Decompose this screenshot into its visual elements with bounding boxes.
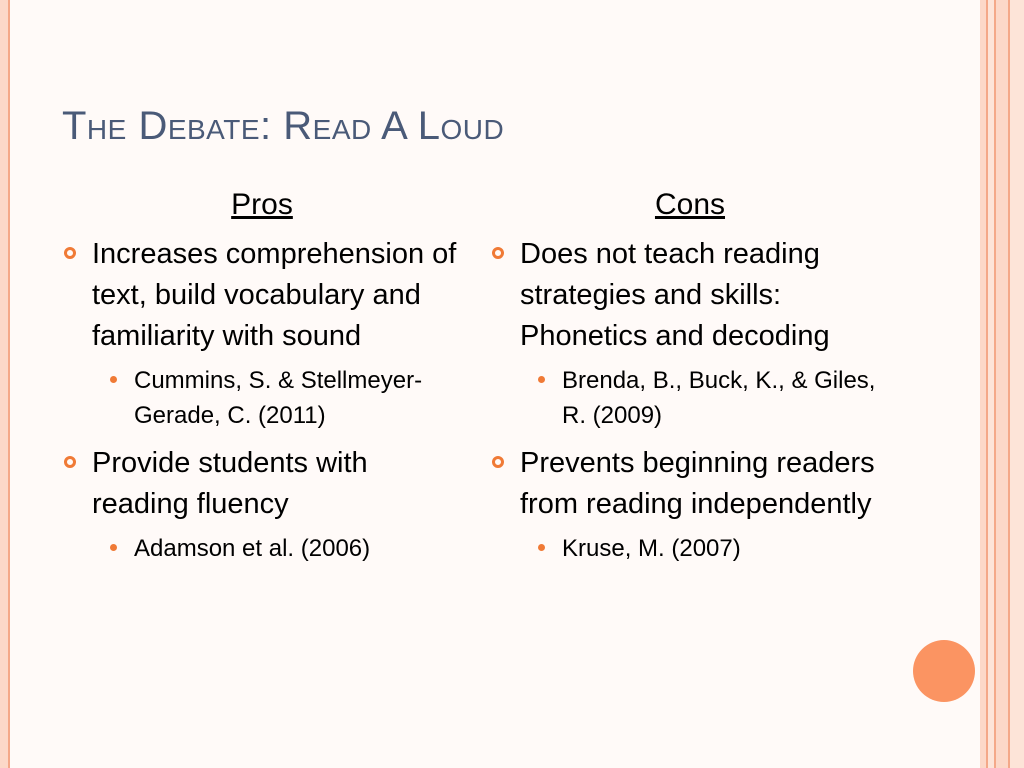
bullet-text: Prevents beginning readers from reading independently — [520, 447, 875, 520]
reference-text: Kruse, M. (2007) — [562, 535, 741, 562]
ring-bullet-icon — [64, 456, 76, 468]
cons-bullet — [490, 443, 890, 525]
reference-text: Adamson et al. (2006) — [134, 535, 371, 562]
cons-heading: Cons — [654, 188, 726, 221]
pros-heading: Pros — [231, 188, 293, 221]
pros-bullet — [62, 443, 462, 525]
pros-reference — [62, 531, 462, 566]
decorative-circle — [913, 640, 975, 702]
ring-bullet-icon — [64, 247, 76, 259]
pros-reference — [62, 363, 462, 433]
bullet-text: Does not teach reading strategies and skills: Phonetics and decoding — [520, 238, 830, 352]
reference-text: Cummins, S. & Stellmeyer-Gerade, C. (2011) — [134, 367, 423, 429]
dot-bullet-icon — [538, 376, 545, 383]
slide-title: The Debate: Read A Loud — [62, 104, 505, 148]
pros-column — [62, 188, 462, 576]
pros-bullet — [62, 234, 462, 357]
cons-bullet — [490, 234, 890, 357]
cons-column — [490, 188, 890, 576]
bullet-text: Increases comprehension of text, build vocabulary and familiarity with sound — [92, 238, 457, 352]
left-frame-band — [0, 0, 8, 768]
dot-bullet-icon — [110, 544, 117, 551]
bullet-text: Provide students with reading fluency — [92, 447, 368, 520]
right-frame-stripes — [980, 0, 1024, 768]
cons-reference — [490, 363, 890, 433]
reference-text: Brenda, B., Buck, K., & Giles, R. (2009) — [562, 367, 876, 429]
cons-reference — [490, 531, 890, 566]
ring-bullet-icon — [492, 456, 504, 468]
ring-bullet-icon — [492, 247, 504, 259]
dot-bullet-icon — [110, 376, 117, 383]
dot-bullet-icon — [538, 544, 545, 551]
